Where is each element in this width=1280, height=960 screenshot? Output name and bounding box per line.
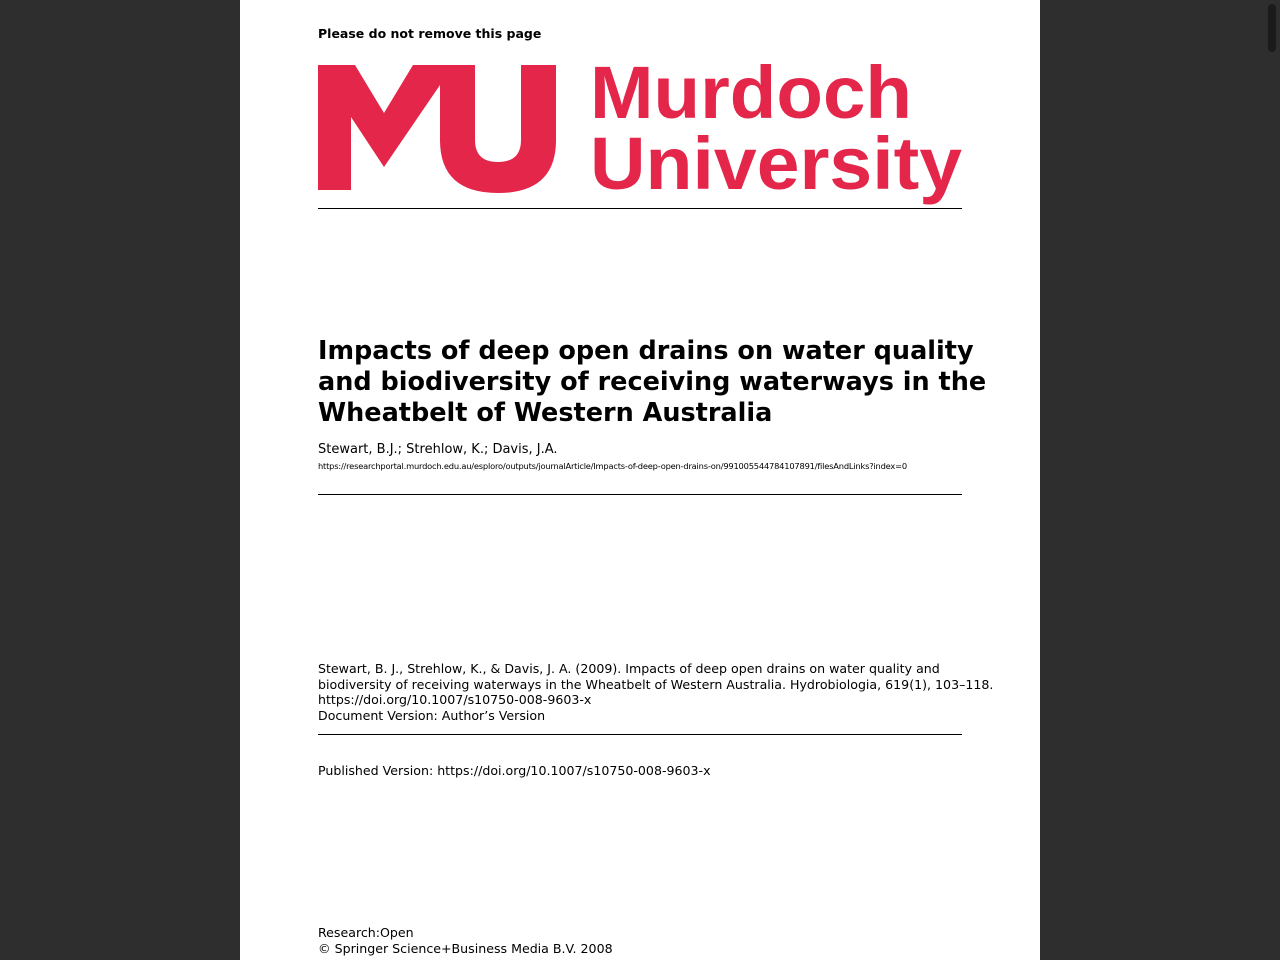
title-line: Wheatbelt of Western Australia <box>318 398 773 428</box>
doi-link[interactable]: https://doi.org/10.1007/s10750-008-9603-x <box>318 692 592 708</box>
mu-monogram <box>318 65 556 193</box>
portal-link[interactable]: https://researchportal.murdoch.edu.au/esploro/outputs/journalArticle/Impacts-of-deep-open-drains-on/991005544784107891/filesAndLinks?index=0 <box>318 461 907 471</box>
copyright: © Springer Science+Business Media B.V. 2008 <box>318 940 613 956</box>
citation-line: biodiversity of receiving waterways in the Wheatbelt of Western Australia. Hydrobiologia, 619(1), 103–118. <box>318 676 994 692</box>
document-title <box>318 336 986 429</box>
footer <box>318 925 613 956</box>
citation-line: Stewart, B. J., Strehlow, K., & Davis, J. A. (2009). Impacts of deep open drains on water quality and <box>318 661 940 676</box>
scrollbar-thumb[interactable] <box>1268 4 1276 52</box>
logo-murdoch: Murdoch <box>590 51 912 134</box>
divider <box>318 494 962 495</box>
logo-university: University <box>590 122 962 205</box>
authors: Stewart, B.J.; Strehlow, K.; Davis, J.A. <box>318 442 558 457</box>
title-line: and biodiversity of receiving waterways in the <box>318 367 987 397</box>
citation <box>318 661 993 723</box>
published-version[interactable]: Published Version: https://doi.org/10.1007/s10750-008-9603-x <box>318 763 711 778</box>
document-version: Document Version: Author’s Version <box>318 707 546 723</box>
notice-text: Please do not remove this page <box>318 26 542 41</box>
research-open-label: Research:Open <box>318 925 414 940</box>
divider <box>318 208 962 209</box>
title-line: Impacts of deep open drains on water quality <box>318 336 974 366</box>
pdf-page <box>240 0 1040 960</box>
divider <box>318 734 962 735</box>
murdoch-university-logo <box>240 0 1040 220</box>
